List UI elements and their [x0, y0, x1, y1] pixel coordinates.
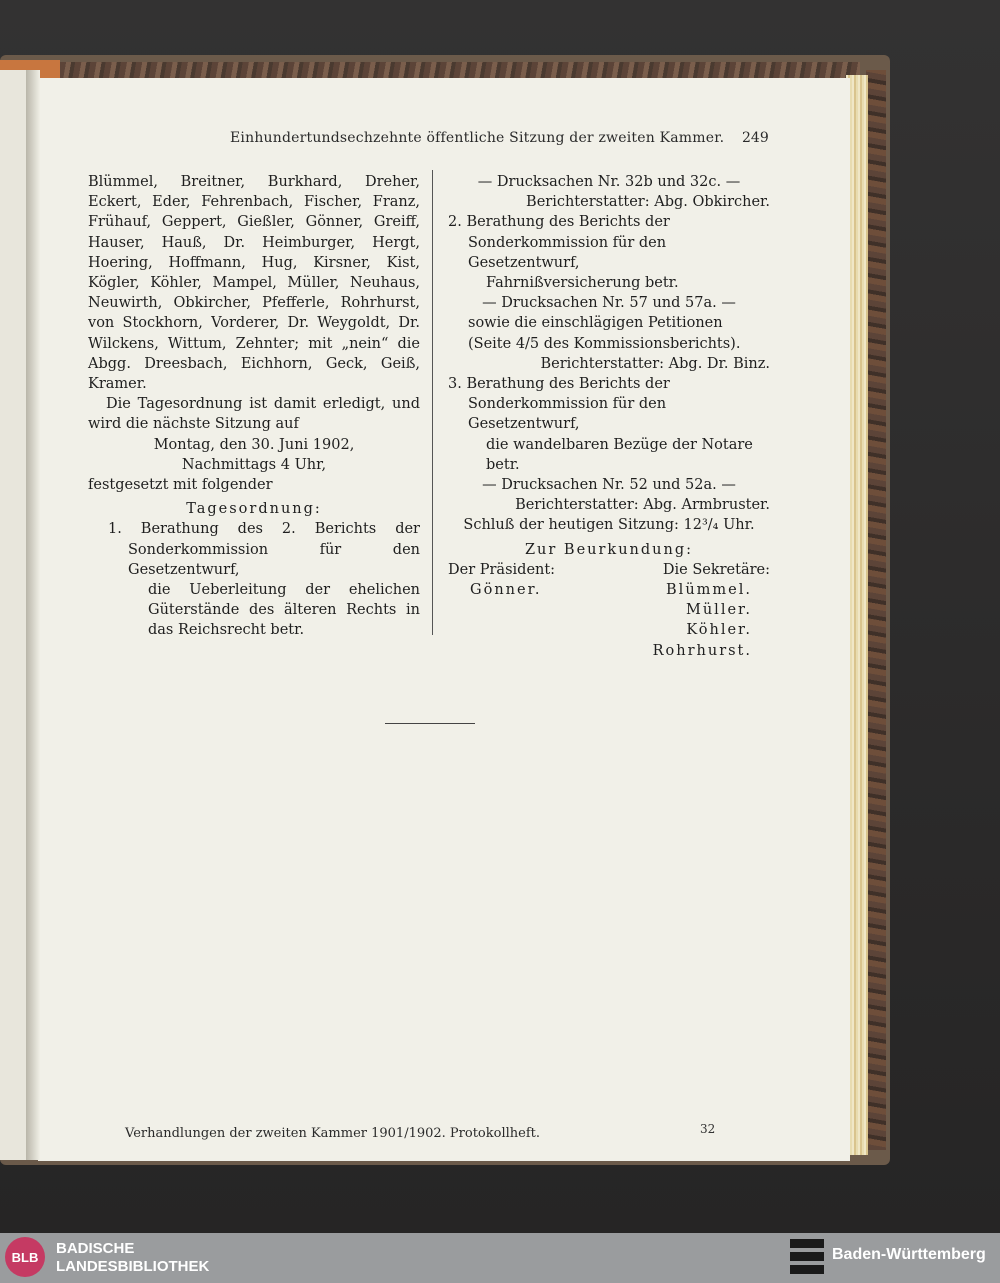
time-line: Nachmittags 4 Uhr, — [181, 456, 327, 473]
page-gutter — [26, 70, 40, 1160]
left-column — [88, 172, 420, 641]
president-name: Gönner. — [470, 582, 542, 599]
berichterstatter-1: Berichterstatter: Abg. Obkircher. — [526, 194, 770, 211]
president-label: Der Präsident: — [448, 561, 556, 578]
right-column — [448, 172, 770, 661]
end-rule — [385, 723, 475, 724]
agenda-title: Tagesordnung: — [186, 501, 322, 518]
session-close-line: Schluß der heutigen Sitzung: 12³/₄ Uhr. — [463, 517, 755, 534]
marbled-cover-right — [866, 70, 886, 1150]
column-divider — [432, 170, 433, 635]
secretary-2: Müller. — [686, 602, 752, 619]
secretary-1: Blümmel. — [666, 582, 752, 599]
signature-row-1 — [448, 580, 770, 600]
page-number: 249 — [742, 130, 769, 146]
agenda-item-2-subject: Fahrnißversicherung betr. — [486, 275, 679, 292]
lion-stripe-1 — [790, 1239, 824, 1248]
bleed-through-text-right — [440, 660, 770, 1090]
secretary-3: Köhler. — [686, 622, 752, 639]
baden-wuerttemberg-lions-icon[interactable] — [790, 1237, 824, 1277]
certification-title: Zur Beurkundung: — [524, 541, 694, 558]
petitions-line: sowie die einschlägigen Petitionen (Seite 4/5 des Kommissionsberichts). — [468, 315, 741, 352]
berichterstatter-2: Berichterstatter: Abg. Dr. Binz. — [540, 355, 770, 372]
page-footer: Verhandlungen der zweiten Kammer 1901/1902. Protokollheft. — [125, 1126, 541, 1141]
bleed-through-text-left — [88, 660, 423, 1090]
signature-labels — [448, 560, 770, 580]
drucksachen-line-1: — Drucksachen Nr. 32b und 32c. — — [477, 174, 741, 190]
agenda-item-3-subject: die wandelbaren Bezüge der Notare betr. — [486, 436, 753, 473]
state-name[interactable]: Baden-Württemberg — [832, 1246, 986, 1263]
library-name[interactable] — [56, 1240, 209, 1276]
drucksachen-line-3: — Drucksachen Nr. 52 und 52a. — — [482, 477, 736, 494]
drucksachen-line-2: — Drucksachen Nr. 57 und 57a. — — [482, 295, 736, 312]
berichterstatter-3: Berichterstatter: Abg. Armbruster. — [515, 497, 770, 514]
lion-stripe-3 — [790, 1265, 824, 1274]
fixed-line: festgesetzt mit folgender — [88, 477, 273, 494]
secretary-4: Rohrhurst. — [652, 642, 752, 659]
lion-stripe-2 — [790, 1252, 824, 1261]
agenda-item-3: 3. Berathung des Berichts der Sonderkommission für den Gesetzentwurf, — [448, 376, 670, 433]
agenda-item-1-subject: die Ueberleitung der ehelichen Güterstände des älteren Rechts in das Reichsrecht betr. — [148, 582, 420, 639]
agenda-item-2: 2. Berathung des Berichts der Sonderkommission für den Gesetzentwurf, — [448, 214, 670, 271]
library-name-line-2: LANDESBIBLIOTHEK — [56, 1258, 210, 1275]
closing-paragraph: Die Tagesordnung ist damit erledigt, und wird die nächste Sitzung auf — [88, 396, 420, 433]
secretaries-label: Die Sekretäre: — [662, 561, 770, 578]
date-line: Montag, den 30. Juni 1902, — [153, 436, 355, 453]
footer-sheet-number: 32 — [700, 1122, 716, 1136]
running-header: Einhundertundsechzehnte öffentliche Sitzung der zweiten Kammer. — [230, 130, 725, 146]
agenda-item-1: 1. Berathung des 2. Berichts der Sonderkommission für den Gesetzentwurf, — [108, 521, 420, 578]
blb-logo-icon[interactable]: BLB — [5, 1237, 45, 1277]
names-paragraph: Blümmel, Breitner, Burkhard, Dreher, Eckert, Eder, Fehrenbach, Fischer, Franz, Frühauf, Geppert, Gießler, Gönner, Greiff, Hauser, Hauß, Dr. Heimburger, Hergt, Hoering, Hoffmann, Hug, Kirsner, Kist, Kögler, Köhler, Mampel, Müller, Neuhaus, Neuwirth, Obkircher, Pfefferle, Rohrhurst, von Stockhorn, Vorderer, Dr. Weygoldt, Dr. Wilckens, Wittum, Zehnter; mit „nein“ die Abgg. Dreesbach, Eichhorn, Geck, Geiß, Kramer. — [88, 174, 420, 393]
library-name-line-1: BADISCHE — [56, 1240, 135, 1257]
